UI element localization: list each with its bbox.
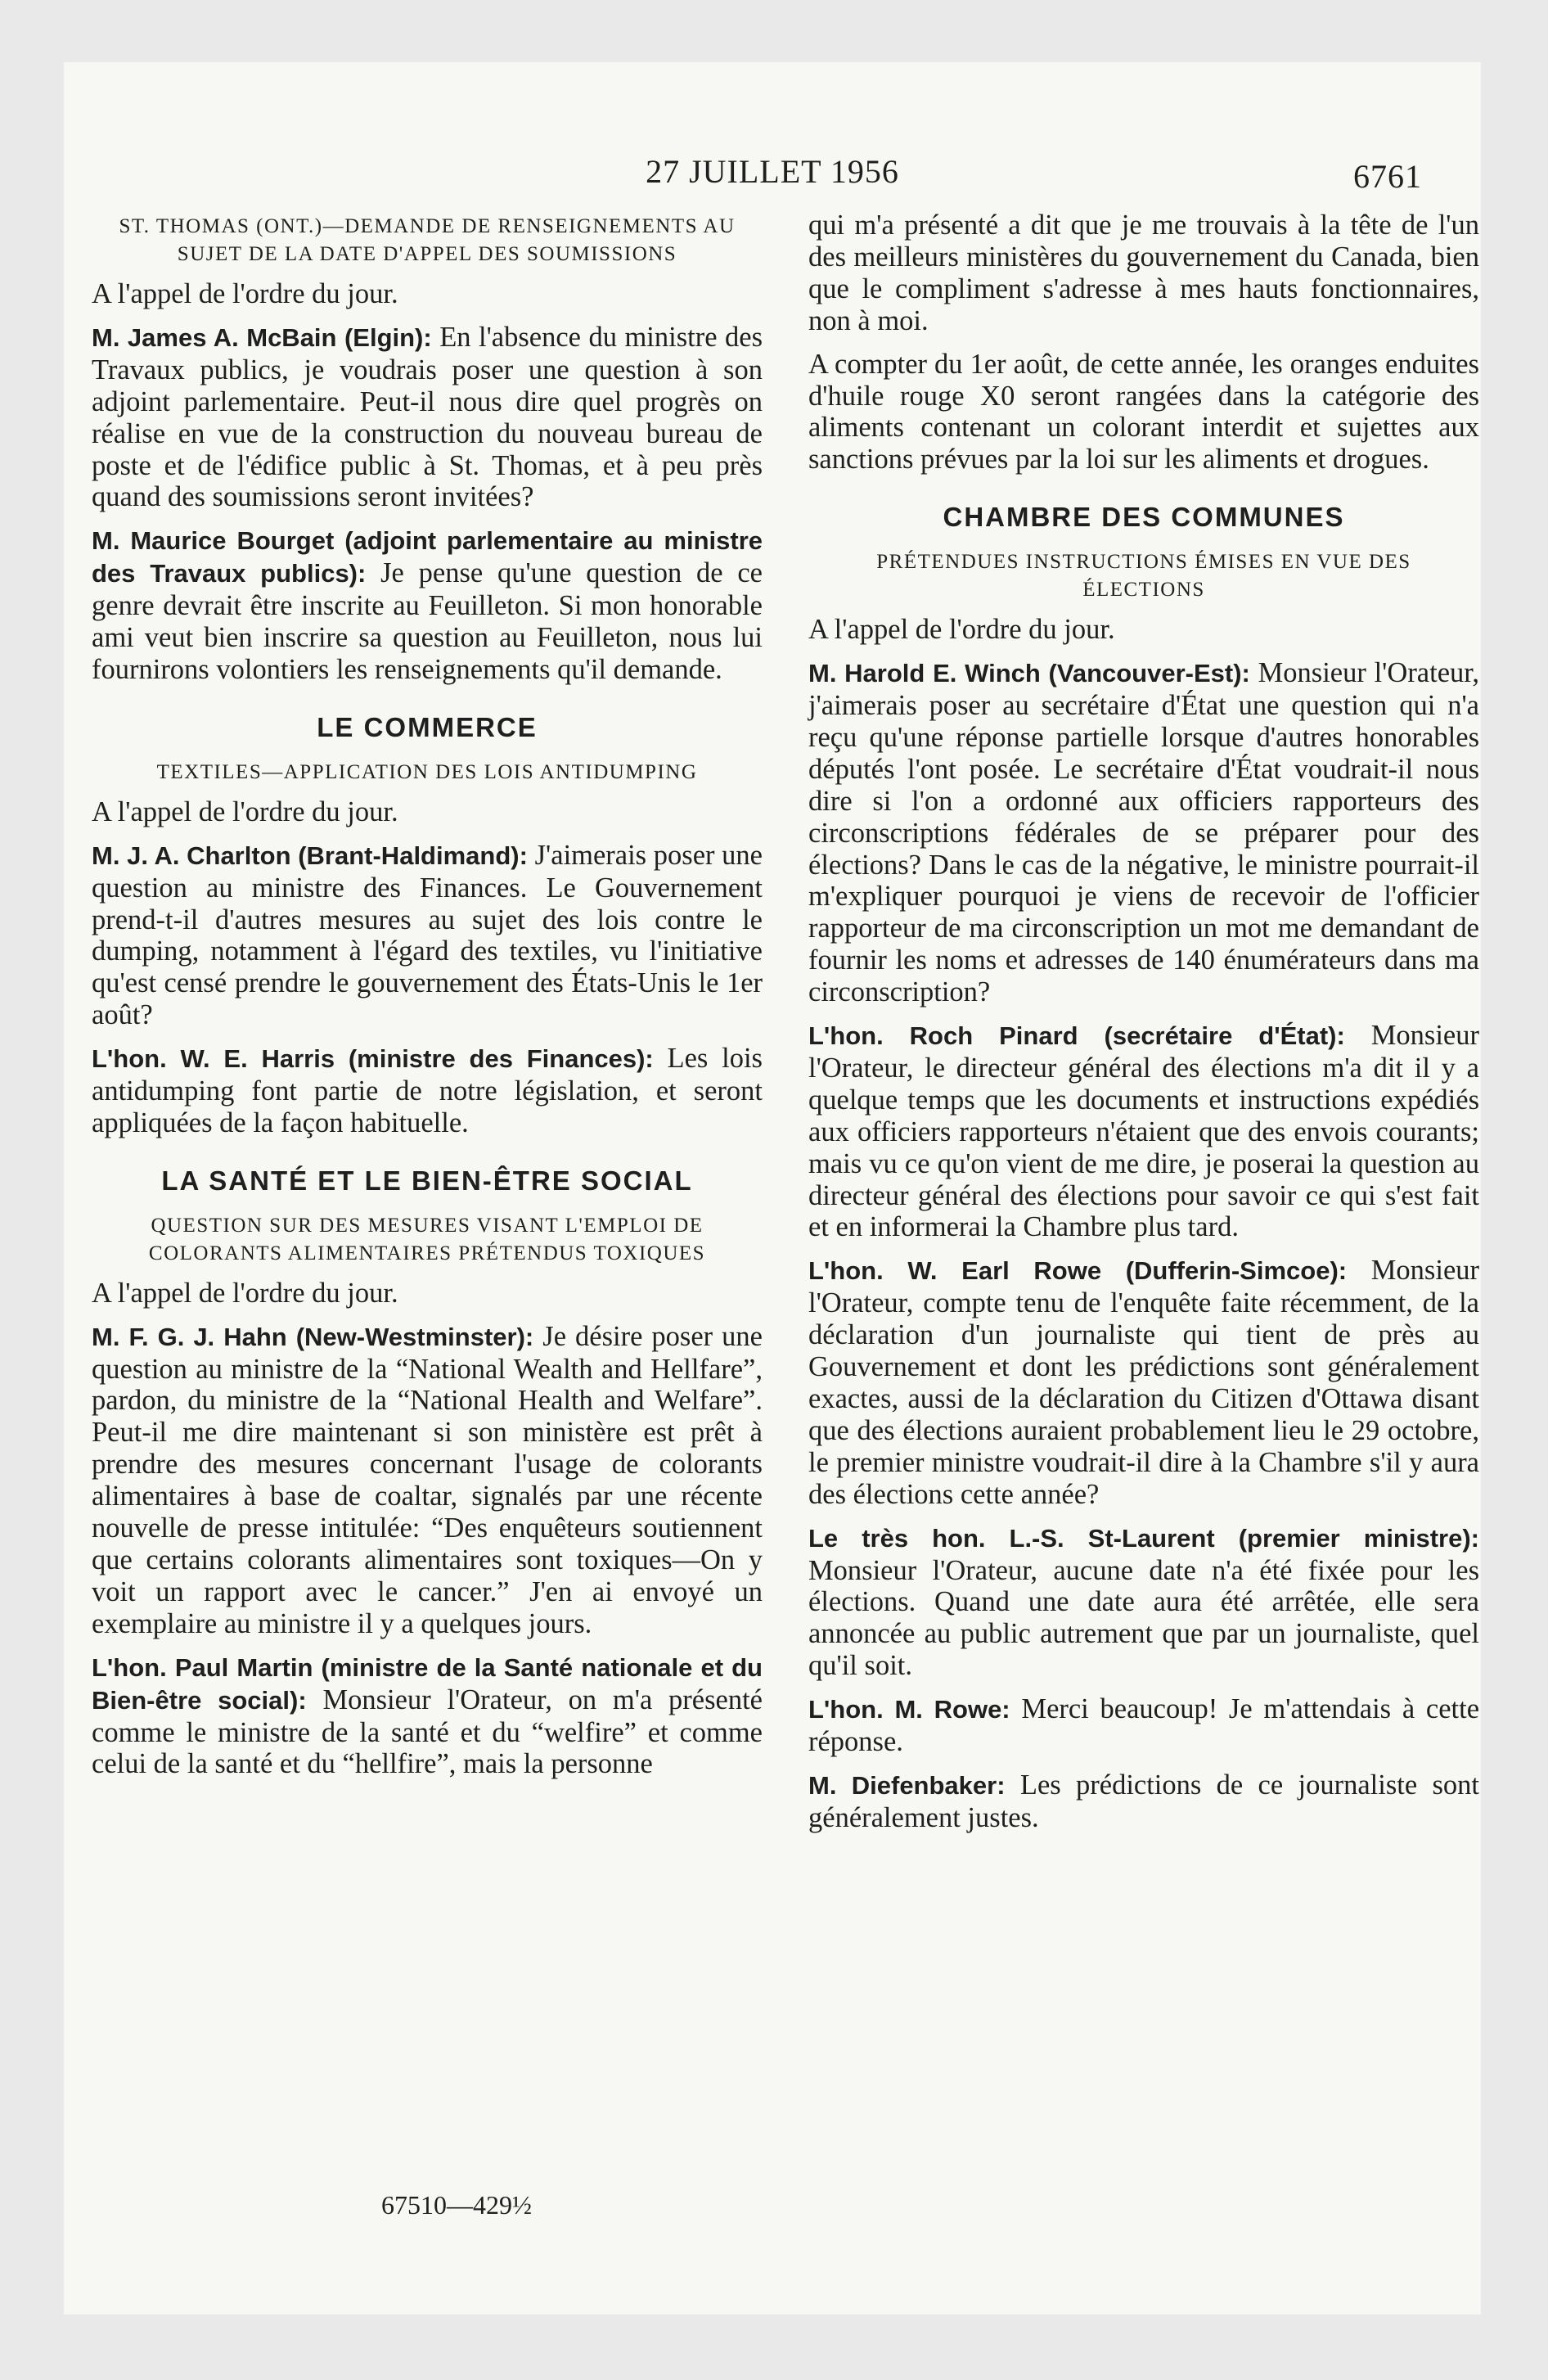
speech-text: J'aimerais poser une question au ministre des Finances. Le Gouvernement prend-t-il d'autres mesures au sujet des lois contre le dumping, notamment à l'égard des textiles, vu l'initiative qu'est censé prendre le gouvernement des États-Unis le 1er août? bbox=[92, 839, 763, 1031]
section-heading: LE COMMERCE bbox=[317, 711, 538, 742]
speaker-name: M. Maurice Bourget (adjoint parlementaire au ministre des Travaux publics): bbox=[92, 526, 763, 588]
speech-paragraph bbox=[92, 1321, 763, 1640]
speaker-name: M. Diefenbaker: bbox=[808, 1770, 1006, 1800]
paragraph: qui m'a présenté a dit que je me trouvais à la tête de l'un des meilleurs ministères du gouvernement du Canada, bien que le compliment s'adresse à mes hauts fonctionnaires, non à moi. bbox=[808, 210, 1479, 336]
speaker-name: L'hon. Roch Pinard (secrétaire d'État): bbox=[808, 1021, 1345, 1051]
speech-paragraph bbox=[808, 1769, 1479, 1834]
speaker-name: L'hon. W. Earl Rowe (Dufferin-Simcoe): bbox=[808, 1256, 1348, 1286]
speaker-name: L'hon. W. E. Harris (ministre des Finances): bbox=[92, 1044, 654, 1074]
speech-paragraph bbox=[808, 657, 1479, 1008]
speech-text: Monsieur l'Orateur, aucune date n'a été fixée pour les élections. Quand une date aura été arrêtée, elle sera annoncée au public autrement que par un journaliste, quel qu'il soit. bbox=[808, 1554, 1479, 1682]
header-date: 27 JUILLET 1956 bbox=[646, 153, 899, 190]
right-column bbox=[808, 210, 1479, 1846]
speech-text: Les prédictions de ce journaliste sont généralement justes. bbox=[808, 1769, 1479, 1833]
speech-paragraph bbox=[92, 1043, 763, 1139]
speech-paragraph bbox=[808, 1522, 1479, 1683]
left-column bbox=[92, 210, 763, 1792]
speech-text: Monsieur l'Orateur, le directeur général des élections m'a dit il y a quelque temps que les documents et instructions expédiés aux officiers rapporteurs n'étaient que des envois courants; mais vu ce qu'on vient de me dire, je poserai la question au directeur général des élections pour savoir ce qui s'est fait et en informerai la Chambre plus tard. bbox=[808, 1020, 1479, 1243]
section-heading: CHAMBRE DES COMMUNES bbox=[943, 502, 1345, 533]
speech-paragraph bbox=[92, 1652, 763, 1781]
paragraph: A compter du 1er août, de cette année, les oranges enduites d'huile rouge X0 seront rangées dans la catégorie des aliments contenant un colorant interdit et sujettes aux sanctions prévues par la loi sur les aliments et drogues. bbox=[808, 348, 1479, 476]
section-subheading: QUESTION SUR DES MESURES VISANT L'EMPLOI DE COLORANTS ALIMENTAIRES PRÉTENDUS TOXIQUES bbox=[148, 1214, 706, 1264]
speech-text: Les lois antidumping font partie de notre législation, et seront appliquées de la façon habituelle. bbox=[92, 1043, 763, 1138]
speech-text: Monsieur l'Orateur, j'aimerais poser au secrétaire d'État une question qui n'a reçu qu'une réponse partielle lorsque d'autres honorables députés l'ont posée. Le secrétaire d'État voudrait-il nous dire si l'on a ordonné aux officiers rapporteurs des circonscriptions fédérales de se préparer pour des élections? Dans le cas de la négative, le ministre pourrait-il m'expliquer pourquoi je viens de recevoir de l'officier rapporteur de ma circonscription un mot me demandant de fournir les noms et adresses de 140 énumérateurs dans ma circonscription? bbox=[808, 657, 1479, 1008]
speech-paragraph bbox=[808, 1020, 1479, 1243]
section-subheading: TEXTILES—APPLICATION DES LOIS ANTIDUMPING bbox=[156, 760, 698, 783]
speech-paragraph bbox=[92, 525, 763, 686]
section-heading: LA SANTÉ ET LE BIEN-ÊTRE SOCIAL bbox=[161, 1165, 693, 1196]
page-footer: 67510—429½ bbox=[381, 2190, 532, 2220]
speaker-name: M. James A. McBain (Elgin): bbox=[92, 322, 432, 352]
speaker-name: M. Harold E. Winch (Vancouver-Est): bbox=[808, 659, 1250, 688]
speech-text: En l'absence du ministre des Travaux publics, je voudrais poser une question à son adjoint parlementaire. Peut-il nous dire quel progrès on réalise en vue de la construction du nouveau bureau de poste et de l'édifice public à St. Thomas, et à peu près quand des soumissions seront invitées? bbox=[92, 321, 763, 513]
section-subheading: PRÉTENDUES INSTRUCTIONS ÉMISES EN VUE DES ÉLECTIONS bbox=[876, 551, 1411, 602]
speaker-name: L'hon. Paul Martin (ministre de la Santé nationale et du Bien-être social): bbox=[92, 1652, 763, 1715]
speaker-name: L'hon. M. Rowe: bbox=[808, 1695, 1010, 1724]
page-number: 6761 bbox=[1353, 158, 1422, 195]
speaker-name: M. F. G. J. Hahn (New-Westminster): bbox=[92, 1322, 534, 1351]
paragraph: A l'appel de l'ordre du jour. bbox=[92, 796, 398, 827]
paragraph: A l'appel de l'ordre du jour. bbox=[92, 278, 398, 309]
paragraph: A l'appel de l'ordre du jour. bbox=[808, 614, 1115, 646]
speech-text: Je pense qu'une question de ce genre devrait être inscrite au Feuilleton. Si mon honorable ami veut bien inscrire sa question au Feuilleton, nous lui fournirons volontiers les renseignements qu'il demande. bbox=[92, 557, 763, 685]
paragraph: A l'appel de l'ordre du jour. bbox=[92, 1277, 398, 1309]
speech-text: Monsieur l'Orateur, on m'a présenté comme le ministre de la santé et du “welfire” et comme celui de la santé et du “hellfire”, mais la personne bbox=[92, 1684, 763, 1780]
speech-paragraph bbox=[808, 1255, 1479, 1510]
page-header bbox=[64, 152, 1481, 201]
speech-paragraph bbox=[92, 322, 763, 513]
speech-paragraph bbox=[92, 840, 763, 1031]
speech-text: Monsieur l'Orateur, compte tenu de l'enquête faite récemment, de la déclaration d'un journaliste qui tient de près au Gouvernement et dont les prédictions sont généralement exactes, aussi de la déclaration du Citizen d'Ottawa disant que des élections auraient probablement lieu le 29 octobre, le premier ministre voudrait-il dire à la Chambre s'il y aura des élections cette année? bbox=[808, 1255, 1479, 1510]
speaker-name: M. J. A. Charlton (Brant-Haldimand): bbox=[92, 841, 528, 870]
section-subheading: ST. THOMAS (ONT.)—DEMANDE DE RENSEIGNEMENTS AU SUJET DE LA DATE D'APPEL DES SOUMISSIONS bbox=[119, 215, 736, 265]
speaker-name: Le très hon. L.-S. St-Laurent (premier ministre): bbox=[808, 1523, 1479, 1553]
speech-paragraph bbox=[808, 1693, 1479, 1758]
speech-text: Merci beaucoup! Je m'attendais à cette réponse. bbox=[808, 1693, 1480, 1758]
speech-text: Je désire poser une question au ministre de la “National Wealth and Hellfare”, pardon, du ministre de la “National Health and Welfare”. Peut-il me dire maintenant si son ministère est prêt à prendre des mesures concernant l'usage de colorants alimentaires à base de coaltar, signalés par une récente nouvelle de presse intitulée: “Des enquêteurs soutiennent que certains colorants alimentaires sont toxiques—On y voit un rapport avec le cancer.” J'en ai envoyé un exemplaire au ministre il y a quelques jours. bbox=[92, 1320, 763, 1639]
document-page bbox=[64, 62, 1481, 2315]
